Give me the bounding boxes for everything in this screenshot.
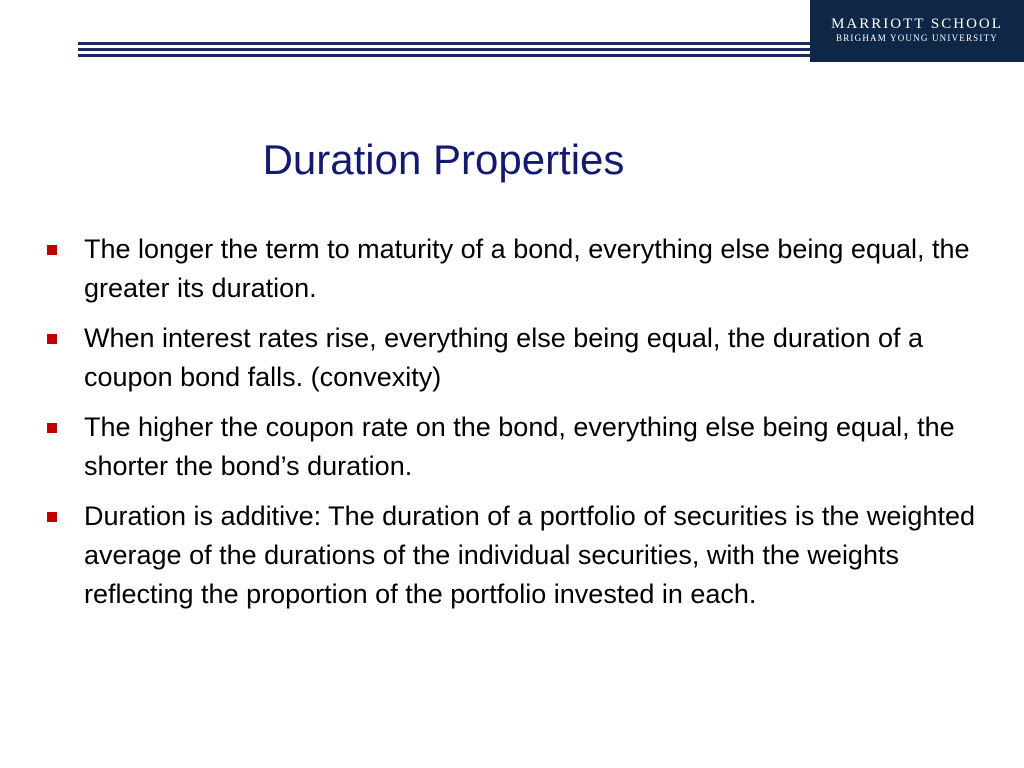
slide-title: Duration Properties xyxy=(262,136,625,183)
square-bullet-icon xyxy=(47,334,57,344)
bullet-item xyxy=(42,319,992,397)
square-bullet-icon xyxy=(47,512,57,522)
bullet-item xyxy=(42,497,992,614)
header-rules xyxy=(78,42,810,60)
bullet-text: The higher the coupon rate on the bond, everything else being equal, the shorter the bond’s duration. xyxy=(84,412,955,481)
square-bullet-icon xyxy=(47,423,57,433)
header-rule xyxy=(78,42,810,45)
bullet-text: The longer the term to maturity of a bond, everything else being equal, the greater its duration. xyxy=(84,234,970,303)
bullet-item xyxy=(42,408,992,486)
marriott-school-logo xyxy=(810,0,1024,62)
bullet-item xyxy=(42,230,992,308)
header-rule xyxy=(78,54,810,57)
bullet-list xyxy=(42,230,992,625)
bullet-text: When interest rates rise, everything else being equal, the duration of a coupon bond falls. (convexity) xyxy=(84,323,923,392)
logo-university-name: BRIGHAM YOUNG UNIVERSITY xyxy=(836,33,998,43)
square-bullet-icon xyxy=(47,245,57,255)
bullet-text: Duration is additive: The duration of a portfolio of securities is the weighted average of the durations of the individual securities, with the weights reflecting the proportion of the portfolio invested in each. xyxy=(84,501,975,609)
logo-school-name: MARRIOTT SCHOOL xyxy=(831,16,1003,32)
header-rule xyxy=(78,48,810,51)
